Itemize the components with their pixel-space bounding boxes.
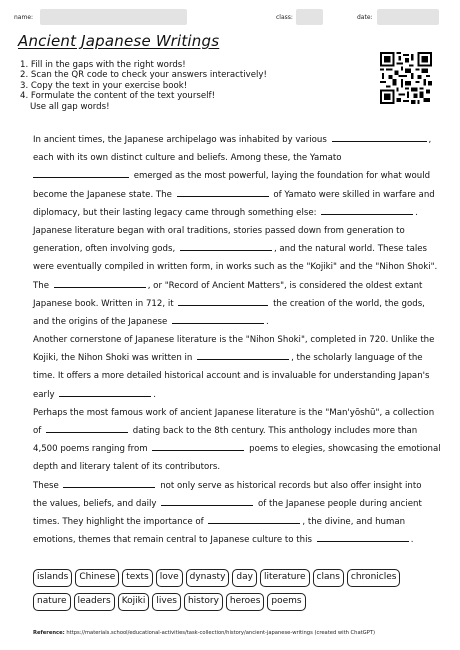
gap-field[interactable] bbox=[33, 168, 129, 178]
text-line bbox=[33, 331, 435, 349]
text-segment: , or "Record of Ancient Matters", is considered the oldest extant bbox=[147, 280, 423, 291]
text-segment: , the divine, and human bbox=[302, 516, 406, 527]
word-chip[interactable]: poems bbox=[267, 593, 305, 611]
text-line bbox=[33, 349, 428, 367]
text-line bbox=[33, 531, 428, 549]
gap-field[interactable] bbox=[332, 132, 427, 142]
gap-field[interactable] bbox=[197, 350, 289, 360]
word-chip[interactable]: dynasty bbox=[186, 569, 230, 587]
text-line bbox=[33, 186, 435, 204]
word-chip[interactable]: leaders bbox=[74, 593, 115, 611]
text-line bbox=[33, 240, 428, 258]
name-label: name: bbox=[14, 14, 34, 21]
word-chip[interactable]: islands bbox=[33, 569, 72, 587]
text-segment: In ancient times, the Japanese archipelago was inhabited by various bbox=[33, 135, 327, 145]
text-segment: . bbox=[415, 207, 418, 218]
reference-label: Reference: bbox=[33, 630, 65, 636]
gap-field[interactable] bbox=[161, 496, 253, 506]
text-segment: diplomacy, but their lasting legacy came through something else: bbox=[33, 207, 317, 218]
word-chip[interactable]: nature bbox=[33, 593, 71, 611]
text-segment: were eventually compiled in written form, in works such as the "Kojiki" and the "Nihon Shoki". bbox=[33, 262, 438, 273]
text-line bbox=[33, 131, 432, 149]
word-chip[interactable]: love bbox=[156, 569, 183, 587]
text-line bbox=[33, 458, 428, 476]
text-segment: emerged as the most powerful, laying the foundation for what would bbox=[133, 171, 431, 182]
word-chip[interactable]: texts bbox=[122, 569, 152, 587]
text-line bbox=[33, 440, 441, 458]
text-segment: Japanese book. Written in 712, it bbox=[33, 298, 174, 309]
gap-field[interactable] bbox=[208, 514, 300, 524]
class-field[interactable] bbox=[296, 9, 323, 25]
text-segment: the creation of the world, the gods, bbox=[273, 298, 425, 309]
class-label: class: bbox=[276, 14, 293, 21]
word-chip[interactable]: clans bbox=[313, 569, 344, 587]
instruction-item: 1. Fill in the gaps with the right words! bbox=[20, 60, 186, 70]
gap-field[interactable] bbox=[46, 423, 128, 433]
text-line bbox=[33, 513, 428, 531]
text-segment: emotions, themes that remain central to Japanese culture to this bbox=[33, 535, 312, 546]
instructions-list bbox=[20, 60, 267, 112]
text-segment: Perhaps the most famous work of ancient Japanese literature is the "Man'yōshū", a collection bbox=[33, 407, 435, 418]
gap-field[interactable] bbox=[180, 241, 272, 251]
text-segment: Another cornerstone of Japanese literature is the "Nihon Shoki", completed in 720. Unlike the bbox=[33, 335, 435, 346]
gap-field[interactable] bbox=[172, 314, 264, 324]
word-chip[interactable]: Chinese bbox=[75, 569, 119, 587]
text-segment: of the Japanese people during ancient bbox=[257, 498, 422, 509]
gap-text bbox=[33, 131, 441, 549]
gap-field[interactable] bbox=[178, 296, 268, 306]
word-chip[interactable]: day bbox=[232, 569, 257, 587]
text-line bbox=[33, 367, 428, 385]
text-segment: generation, often involving gods, bbox=[33, 244, 176, 255]
text-segment: depth and literary talent of its contributors. bbox=[33, 462, 221, 473]
gap-field[interactable] bbox=[321, 205, 413, 215]
text-segment: of Yamato were skilled in warfare and bbox=[273, 189, 435, 200]
text-segment: poems to elegies, showcasing the emotional bbox=[249, 444, 441, 455]
text-line bbox=[33, 222, 428, 240]
worksheet-title: Ancient Japanese Writings bbox=[18, 32, 220, 50]
text-segment: The bbox=[33, 280, 49, 291]
text-segment: , and the natural world. These tales bbox=[273, 244, 427, 255]
text-segment: These bbox=[33, 480, 59, 491]
text-segment: not only serve as historical records but also offer insight into bbox=[160, 480, 422, 491]
gap-field[interactable] bbox=[152, 441, 244, 451]
gap-field[interactable] bbox=[63, 478, 155, 488]
name-field[interactable] bbox=[40, 9, 187, 25]
word-chip[interactable]: chronicles bbox=[347, 569, 401, 587]
word-chip[interactable]: literature bbox=[260, 569, 310, 587]
text-segment: . bbox=[410, 535, 414, 546]
text-segment: , the scholarly language of the bbox=[291, 353, 423, 364]
gap-field[interactable] bbox=[177, 187, 269, 197]
text-segment: . bbox=[153, 389, 157, 400]
text-segment: time. It offers a more detailed historical account and is invaluable for understanding Japan's bbox=[33, 371, 430, 382]
text-segment: each with its own distinct culture and beliefs. Among these, the Yamato bbox=[33, 153, 342, 164]
date-label: date: bbox=[357, 14, 373, 21]
instruction-item: Use all gap words! bbox=[30, 101, 110, 112]
date-field[interactable] bbox=[377, 9, 439, 25]
text-line bbox=[33, 258, 438, 276]
text-line bbox=[33, 386, 428, 404]
text-line bbox=[33, 404, 435, 422]
qr-code-icon[interactable] bbox=[380, 52, 432, 104]
instruction-item: 3. Copy the text in your exercise book! bbox=[20, 80, 188, 91]
text-segment: early bbox=[33, 389, 55, 400]
word-chip[interactable]: Kojiki bbox=[118, 593, 150, 611]
text-segment: Kojiki, the Nihon Shoki was written in bbox=[33, 353, 193, 364]
text-segment: dating back to the 8th century. This anthology includes more than bbox=[132, 426, 418, 436]
word-chip[interactable]: lives bbox=[152, 593, 181, 611]
word-bank-row bbox=[33, 569, 433, 587]
text-segment: and the origins of the Japanese bbox=[33, 316, 168, 327]
word-bank-row bbox=[33, 593, 433, 611]
word-bank bbox=[33, 569, 433, 617]
text-segment: Japanese literature began with oral traditions, stories passed down from generation to bbox=[33, 225, 405, 236]
text-segment: . bbox=[266, 316, 269, 327]
instruction-item: 4. Formulate the content of the text yourself! bbox=[20, 91, 216, 102]
word-chip[interactable]: heroes bbox=[226, 593, 264, 611]
text-line bbox=[33, 495, 428, 513]
reference-link[interactable]: https://materials.school/educational-activities/task-collection/history/ancient-japanese-writings (created with ChatGPT) bbox=[64, 630, 376, 636]
text-line bbox=[33, 149, 428, 167]
text-segment: the values, beliefs, and daily bbox=[33, 498, 157, 509]
text-line bbox=[33, 167, 431, 185]
gap-field[interactable] bbox=[54, 278, 146, 288]
text-line bbox=[33, 422, 428, 440]
text-line bbox=[33, 295, 428, 313]
text-segment: 4,500 poems ranging from bbox=[33, 444, 148, 455]
text-segment: , bbox=[428, 135, 432, 145]
gap-field[interactable] bbox=[59, 387, 151, 397]
word-chip[interactable]: history bbox=[184, 593, 223, 611]
text-line bbox=[33, 204, 428, 222]
worksheet-header bbox=[0, 9, 460, 27]
reference-footer bbox=[33, 630, 375, 636]
text-line bbox=[33, 477, 428, 495]
text-segment: of bbox=[33, 426, 42, 436]
text-line bbox=[33, 277, 428, 295]
text-line bbox=[33, 313, 428, 331]
instruction-item: 2. Scan the QR code to check your answers interactively! bbox=[20, 70, 267, 81]
text-segment: become the Japanese state. The bbox=[33, 189, 172, 200]
gap-field[interactable] bbox=[317, 532, 409, 542]
text-segment: times. They highlight the importance of bbox=[33, 516, 204, 527]
